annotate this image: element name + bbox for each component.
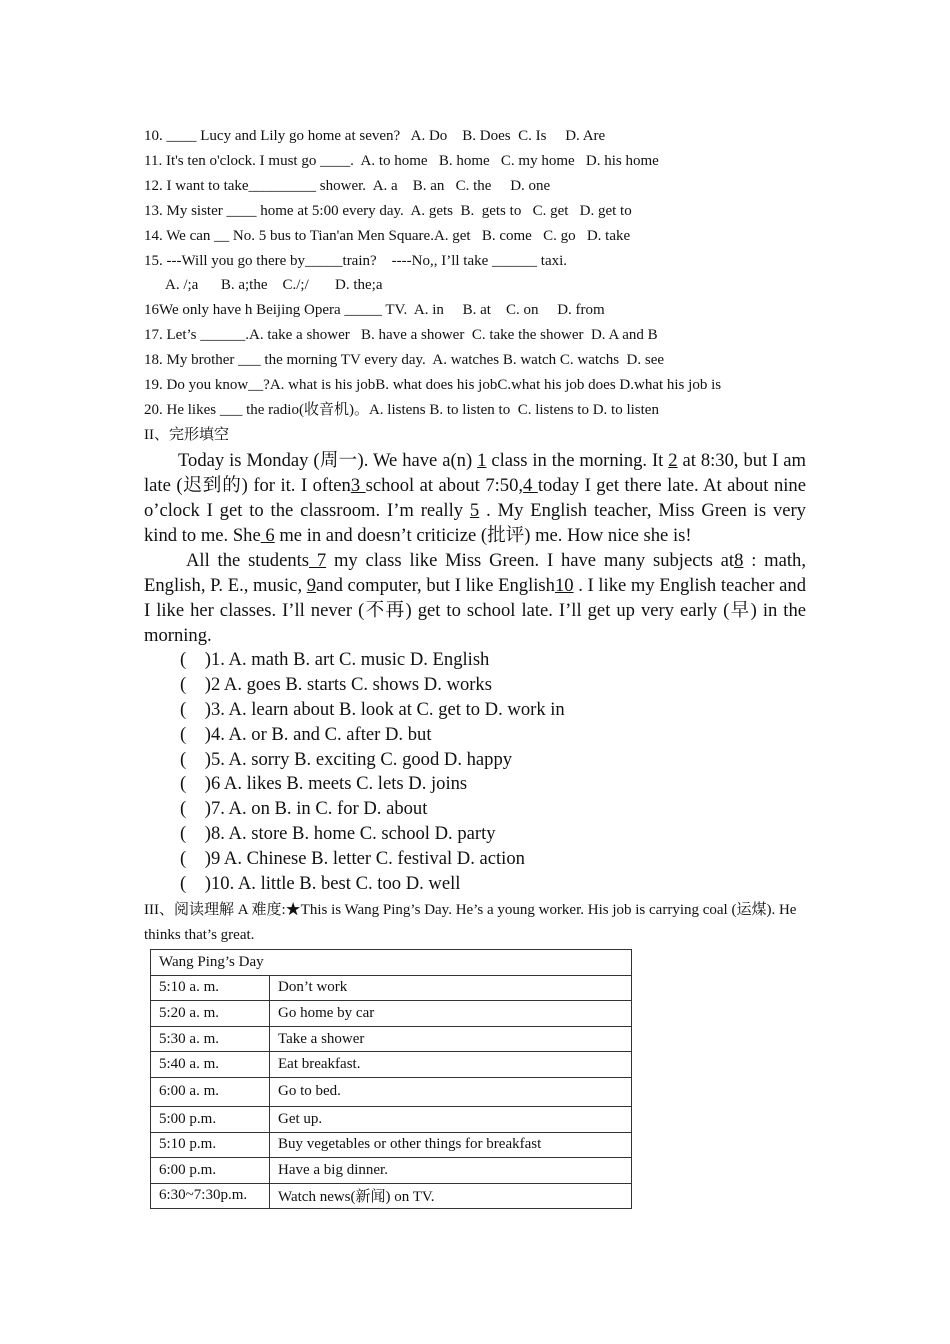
question-17: 17. Let’s ______.A. take a shower B. have a shower C. take the shower D. A and B bbox=[144, 327, 658, 344]
cloze-choice-4: ( )4. A. or B. and C. after D. but bbox=[180, 723, 432, 745]
cloze-choice-7: ( )7. A. on B. in C. for D. about bbox=[180, 798, 428, 820]
cloze-choice-9: ( )9 A. Chinese B. letter C. festival D. action bbox=[180, 848, 525, 870]
cloze-choice-10: ( )10. A. little B. best C. too D. well bbox=[180, 873, 461, 895]
activity-cell: Take a shower bbox=[270, 1026, 632, 1052]
question-16: 16We only have h Beijing Opera _____ TV. A. in B. at C. on D. from bbox=[144, 302, 605, 319]
question-10: 10. ____ Lucy and Lily go home at seven? A. Do B. Does C. Is D. Are bbox=[144, 128, 606, 144]
activity-cell: Go home by car bbox=[270, 1001, 632, 1027]
blank-2: 2 bbox=[668, 449, 678, 471]
question-14: 14. We can __ No. 5 bus to Tian'an Men Square.A. get B. come C. go D. take bbox=[144, 227, 631, 244]
blank-1: 1 bbox=[477, 449, 487, 471]
time-cell: 5:30 a. m. bbox=[151, 1026, 270, 1052]
time-cell: 5:00 p.m. bbox=[151, 1106, 270, 1132]
cloze-paragraph-1: Today is Monday (周一). We have a(n) 1 class in the morning. It 2 at 8:30, but I am late (迟到的) for it. I often3 school at about 7:50,4 today I get there late. At about nine o’clock I get to the classroom. I’m really 5 . My English teacher, Miss Green is very kind to me. She 6 me in and doesn’t criticize (批评) me. How nice she is! bbox=[144, 449, 806, 546]
time-cell: 6:00 a. m. bbox=[151, 1077, 270, 1106]
table-row bbox=[151, 1106, 632, 1132]
blank-10: 10 bbox=[554, 574, 574, 596]
cloze-choice-6: ( )6 A. likes B. meets C. lets D. joins bbox=[180, 773, 468, 795]
cloze-choice-8: ( )8. A. store B. home C. school D. party bbox=[180, 823, 496, 845]
cloze-choice-1: ( )1. A. math B. art C. music D. English bbox=[180, 648, 490, 670]
blank-3: 3 bbox=[350, 474, 366, 496]
table-row bbox=[151, 975, 632, 1001]
question-15-options: A. /;a B. a;the C./;/ D. the;a bbox=[165, 277, 383, 294]
cloze-choices bbox=[144, 648, 806, 897]
table-row bbox=[151, 1001, 632, 1027]
time-cell: 5:20 a. m. bbox=[151, 1001, 270, 1027]
time-cell: 6:30~7:30p.m. bbox=[151, 1183, 270, 1209]
blank-8: 8 bbox=[734, 549, 744, 571]
table-row bbox=[151, 1132, 632, 1158]
cloze-choice-2: ( )2 A. goes B. starts C. shows D. works bbox=[180, 673, 492, 695]
cloze-choice-5: ( )5. A. sorry B. exciting C. good D. happy bbox=[180, 748, 513, 770]
activity-cell: Eat breakfast. bbox=[270, 1052, 632, 1078]
time-cell: 5:10 p.m. bbox=[151, 1132, 270, 1158]
cloze-heading: II、完形填空 bbox=[144, 426, 229, 443]
question-18: 18. My brother ___ the morning TV every day. A. watches B. watch C. watchs D. see bbox=[144, 352, 665, 369]
table-row bbox=[151, 1052, 632, 1078]
activity-cell: Go to bed. bbox=[270, 1077, 632, 1106]
activity-cell: Buy vegetables or other things for breakfast bbox=[270, 1132, 632, 1158]
time-cell: 6:00 p.m. bbox=[151, 1158, 270, 1184]
question-15: 15. ---Will you go there by_____train? ----No,, I’ll take ______ taxi. bbox=[144, 252, 568, 269]
blank-6: 6 bbox=[260, 524, 275, 546]
schedule-table bbox=[150, 949, 632, 1209]
time-cell: 5:10 a. m. bbox=[151, 975, 270, 1001]
table-row bbox=[151, 1183, 632, 1209]
question-19: 19. Do you know__?A. what is his jobB. what does his jobC.what his job does D.what his job is bbox=[144, 377, 722, 394]
question-13: 13. My sister ____ home at 5:00 every day. A. gets B. gets to C. get D. get to bbox=[144, 202, 632, 219]
schedule-title: Wang Ping’s Day bbox=[151, 949, 632, 975]
question-12: 12. I want to take_________ shower. A. a B. an C. the D. one bbox=[144, 177, 551, 194]
activity-cell: Get up. bbox=[270, 1106, 632, 1132]
activity-cell: Don’t work bbox=[270, 975, 632, 1001]
multiple-choice-section bbox=[144, 124, 806, 423]
table-row bbox=[151, 1026, 632, 1052]
cloze-choice-3: ( )3. A. learn about B. look at C. get to D. work in bbox=[180, 698, 565, 720]
blank-7: 7 bbox=[309, 549, 327, 571]
reading-intro: III、阅读理解 A 难度:★This is Wang Ping’s Day. He’s a young worker. His job is carrying coal (运煤). He thinks that’s great. bbox=[144, 901, 797, 943]
table-row bbox=[151, 1077, 632, 1106]
worksheet-page bbox=[144, 124, 806, 1209]
time-cell: 5:40 a. m. bbox=[151, 1052, 270, 1078]
table-row bbox=[151, 1158, 632, 1184]
question-11: 11. It's ten o'clock. I must go ____. A. to home B. home C. my home D. his home bbox=[144, 152, 659, 169]
blank-5: 5 bbox=[469, 499, 480, 521]
blank-9: 9 bbox=[306, 574, 317, 596]
cloze-paragraph-2: All the students 7 my class like Miss Green. I have many subjects at8 : math, English, P. E., music, 9and computer, but I like English10 . I like my English teacher and I like her classes. I’ll never (不再) get to school late. I’ll get up very early (早) in the morning. bbox=[144, 549, 807, 646]
activity-cell: Have a big dinner. bbox=[270, 1158, 632, 1184]
blank-4: 4 bbox=[523, 474, 538, 496]
question-20: 20. He likes ___ the radio(收音机)。A. listens B. to listen to C. listens to D. to listen bbox=[144, 401, 659, 418]
activity-cell: Watch news(新闻) on TV. bbox=[270, 1183, 632, 1209]
